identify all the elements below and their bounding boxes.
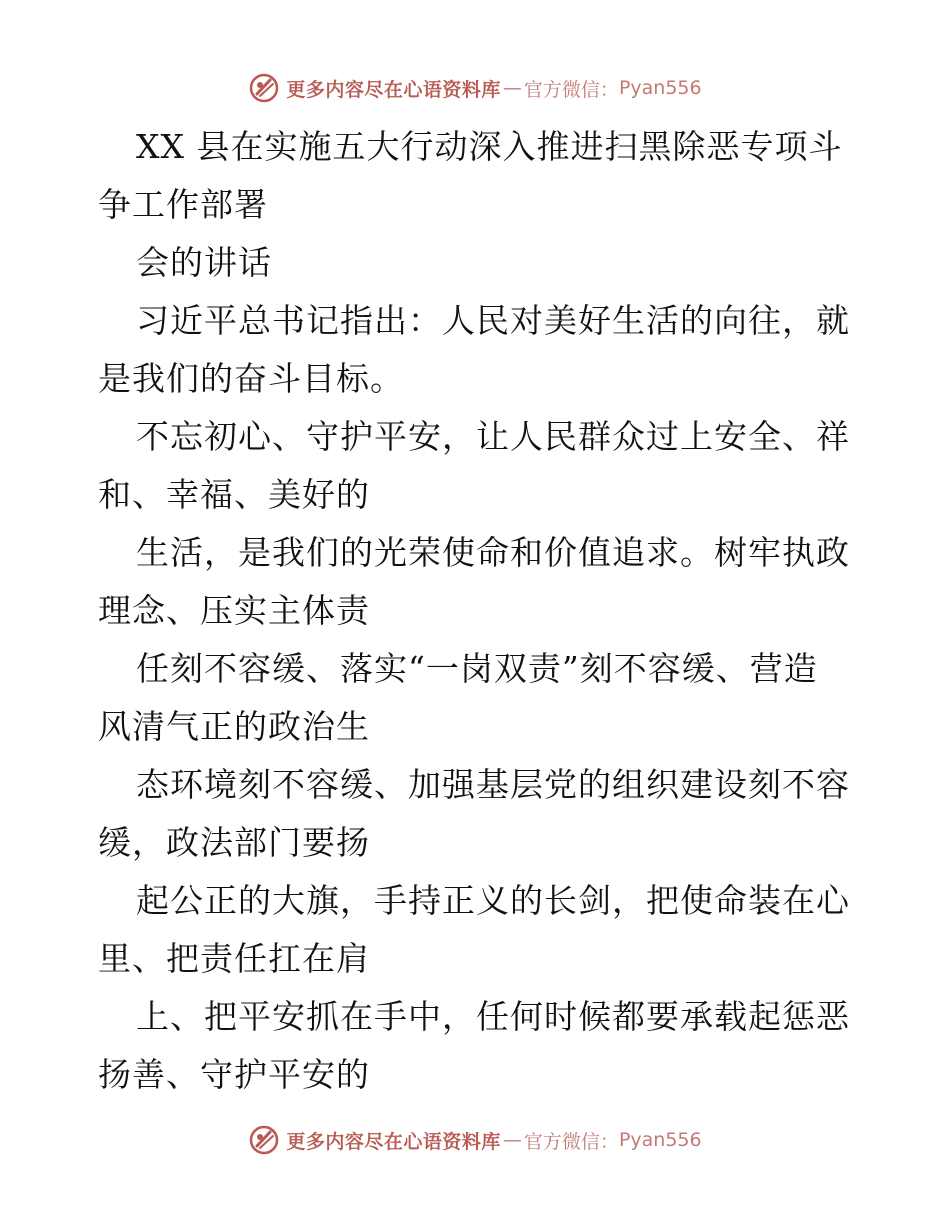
watermark-wechat-label: 官方微信： (523, 78, 619, 101)
doc-line: 习近平总书记指出：人民对美好生活的向往，就 (136, 301, 850, 340)
doc-line: 上、把平安抓在手中，任何时候都要承载起惩恶 (136, 997, 850, 1036)
doc-line: 起公正的大旗，手持正义的长剑，把使命装在心 (136, 881, 850, 920)
watermark-brand: 更多内容尽在心语资料库 (286, 78, 501, 101)
doc-line: 是我们的奋斗目标。 (98, 359, 404, 398)
doc-line: 不忘初心、守护平安，让人民群众过上安全、祥 (136, 417, 850, 456)
fan-logo-icon (248, 1124, 280, 1156)
doc-line: XX 县在实施五大行动深入推进扫黑除恶专项斗 (136, 127, 843, 166)
doc-line: 里、把责任扛在肩 (98, 939, 370, 978)
doc-line: 扬善、守护平安的 (98, 1055, 370, 1094)
doc-line: 理念、压实主体责 (98, 591, 370, 630)
document-body (98, 118, 858, 1104)
watermark-wechat-id: Pyan556 (618, 77, 702, 99)
doc-line: 缓，政法部门要扬 (98, 823, 370, 862)
doc-line: 生活，是我们的光荣使命和价值追求。树牢执政 (136, 533, 850, 572)
watermark-brand: 更多内容尽在心语资料库 (286, 1130, 501, 1153)
doc-line: 争工作部署 (98, 185, 268, 224)
watermark-wechat-id: Pyan556 (618, 1129, 702, 1151)
watermark-wechat-label: 官方微信： (523, 1130, 619, 1153)
watermark-separator: — (502, 1129, 522, 1151)
doc-line: 态环境刻不容缓、加强基层党的组织建设刻不容 (136, 765, 850, 804)
doc-line: 会的讲话 (136, 243, 272, 282)
watermark-separator: — (502, 77, 522, 99)
fan-logo-icon (248, 72, 280, 104)
header-watermark (0, 72, 950, 104)
doc-line: 任刻不容缓、落实“一岗双责”刻不容缓、营造 (136, 649, 818, 688)
doc-line: 风清气正的政治生 (98, 707, 370, 746)
doc-line: 和、幸福、美好的 (98, 475, 370, 514)
footer-watermark (0, 1124, 950, 1156)
